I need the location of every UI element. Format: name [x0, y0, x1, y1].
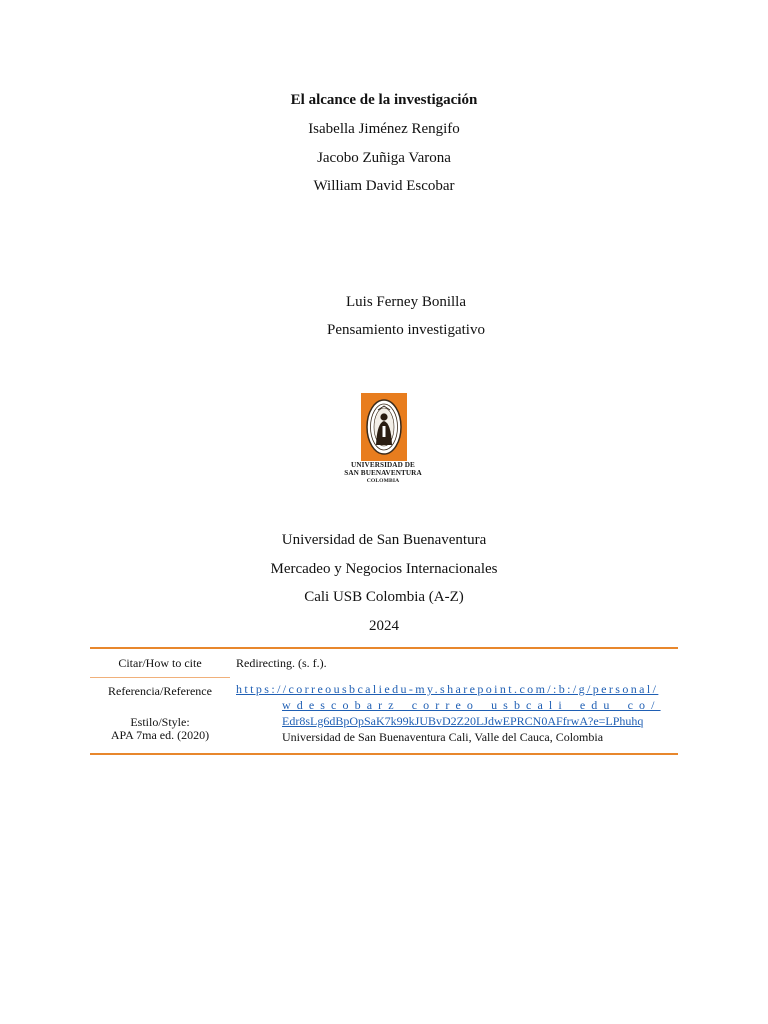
logo-line-3: COLOMBIA [366, 478, 400, 484]
university-crest-icon [361, 393, 407, 461]
reference-url-line-2[interactable]: wdescobarz_correo_usbcali_edu_co/ [282, 698, 661, 712]
author-1: Isabella Jiménez Rengifo [308, 121, 460, 137]
logo-line-1: UNIVERSIDAD DE [351, 461, 415, 469]
author-3: William David Escobar [313, 178, 455, 194]
style-value: APA 7ma ed. (2020) [110, 728, 210, 742]
program-name: Mercadeo y Negocios Internacionales [270, 561, 498, 577]
institution-line: Universidad de San Buenaventura Cali, Valle del Cauca, Colombia [282, 730, 604, 744]
row-divider [90, 677, 230, 678]
how-to-cite-value: Redirecting. (s. f.). [236, 656, 327, 670]
reference-label: Referencia/Reference [108, 684, 212, 698]
document-title: El alcance de la investigación [290, 92, 478, 108]
year: 2024 [369, 618, 399, 634]
institution-name: Universidad de San Buenaventura [281, 532, 487, 548]
location: Cali USB Colombia (A-Z) [304, 589, 464, 605]
university-logo [340, 391, 426, 487]
how-to-cite-label: Citar/How to cite [118, 656, 202, 670]
course-name: Pensamiento investigativo [327, 322, 485, 338]
teacher-name: Luis Ferney Bonilla [346, 294, 466, 310]
reference-url-line-1[interactable]: https://correousbcaliedu-my.sharepoint.com/:b:/g/personal/ [236, 682, 659, 696]
citation-label-column [90, 649, 230, 753]
author-2: Jacobo Zuñiga Varona [317, 150, 451, 166]
logo-text [340, 461, 426, 485]
citation-table [90, 647, 678, 755]
logo-line-2: SAN BUENAVENTURA [344, 469, 422, 477]
reference-url-line-3[interactable]: Edr8sLg6dBpOpSaK7k99kJUBvD2Z20LJdwEPRCN0AFfrwA?e=LPhuhq [282, 714, 644, 728]
style-label: Estilo/Style: [130, 715, 190, 729]
